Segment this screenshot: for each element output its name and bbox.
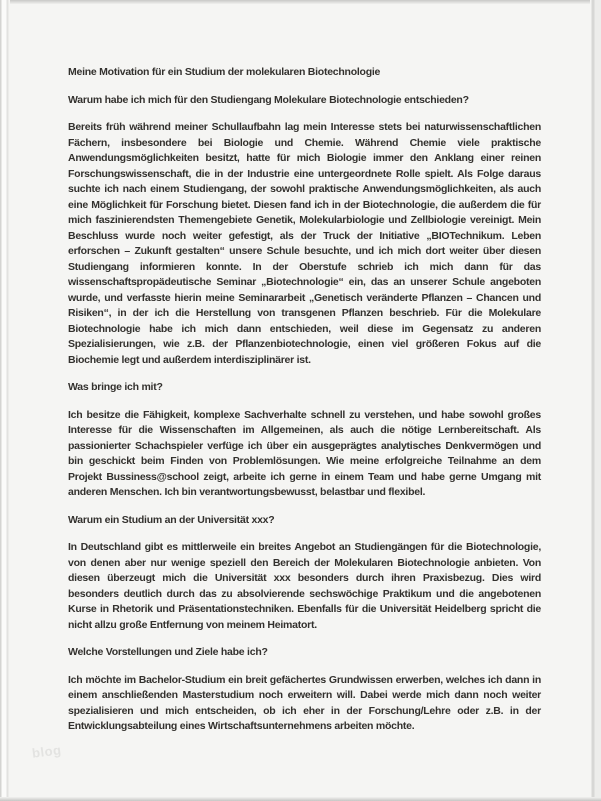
page-edge-right [590, 0, 601, 801]
page-edge-top [0, 0, 601, 4]
section-motivation [68, 93, 541, 369]
section-paragraph: Ich möchte im Bachelor-Studium ein breit gefächertes Grundwissen erwerben, welches ich dann in einem anschließenden Masterstudium noch erweitern will. Dabei werde mich dann noch weiter spezialisieren und mich entscheiden, ob ich eher in der Forschung/Lehre oder z.B. in der Entwicklungsabteilung eines Wirtschaftsunternehmens arbeiten möchte. [68, 673, 541, 732]
document-title: Meine Motivation für ein Studium der molekularen Biotechnologie [68, 66, 381, 78]
document-content [68, 65, 541, 747]
page-edge-bottom [0, 797, 601, 801]
section-paragraph: Bereits früh während meiner Schullaufbahn lag mein Interesse stets bei naturwissenschaftlichen Fächern, insbesondere bei Biologie und Chemie. Während Chemie viele praktische Anwendungsmöglichkeiten besitzt, hatte für mich Biologie immer den Anklang einer reinen Forschungswissenschaft, die in der Industrie eine untergeordnete Rolle spielt. Als Folge daraus suchte ich nach einem Studiengang, der sowohl praktische Anwendungsmöglichkeiten, als auch eine Möglichkeit für Forschung bietet. Diesen fand ich in der Biotechnologie, die außerdem die für mich faszinierendsten Themengebiete Genetik, Molekularbiologie und Zellbiologie vereinigt. Mein Beschluss wurde noch weiter gefestigt, als der Truck der Initiative „BIOTechnikum. Leben erforschen – Zukunft gestalten“ unsere Schule besuchte, und ich mich dort weiter über diesen Studiengang informieren konnte. In der Oberstufe schrieb ich mich dann für das wissenschaftspropädeutische Seminar „Biotechnologie“ ein, das an unserer Schule angeboten wurde, und verfasste hierin meine Seminararbeit „Genetisch veränderte Pflanzen – Chancen und Risiken“, in der ich die Herstellung von transgenen Pflanzen beschrieb. Für die Molekulare Biotechnologie habe ich mich dann entschieden, weil diese im Gegensatz zu anderen Spezialisierungen, wie z.B. der Pflanzenbiotechnologie, einen viel größeren Fokus auf die Biochemie legt und außerdem interdisziplinärer ist. [68, 121, 541, 366]
section-qualities [68, 380, 541, 501]
watermark-text: blog [31, 742, 63, 761]
section-goals [68, 645, 541, 735]
section-university [68, 513, 541, 634]
section-paragraph: Ich besitze die Fähigkeit, komplexe Sachverhalte schnell zu verstehen, und habe sowohl großes Interesse für die Wissenschaften im Allgemeinen, als auch die nötige Lernbereitschaft. Als passionierter Schachspieler verfüge ich über ein ausgeprägtes analytisches Denkvermögen und bin geschickt beim Finden von Problemlösungen. Wie meine erfolgreiche Teilnahme an dem Projekt Bussiness@school zeigt, arbeite ich gerne in einem Team und habe gerne Umgang mit anderen Menschen. Ich bin verantwortungsbewusst, belastbar und flexibel. [68, 408, 541, 498]
page-edge-left [0, 0, 10, 801]
section-heading: Was bringe ich mit? [68, 381, 163, 393]
section-heading: Welche Vorstellungen und Ziele habe ich? [68, 646, 268, 658]
section-heading: Warum ein Studium an der Universität xxx? [68, 513, 275, 526]
section-heading: Warum habe ich mich für den Studiengang Molekulare Biotechnologie entschieden? [68, 93, 469, 106]
section-paragraph: In Deutschland gibt es mittlerweile ein breites Angebot an Studiengängen für die Biotechnologie, von denen aber nur wenige speziell den Bereich der Molekularen Biotechnologie anbieten. Von diesen überzeugt mich die Universität xxx besonders durch ihren Praxisbezug. Dies wird besonders deutlich durch das zu absolvierende sechswöchige Praktikum und die angebotenen Kurse in Rhetorik und Präsentationstechniken. Ebenfalls für die Universität Heidelberg spricht die nicht allzu große Entfernung von meinem Heimatort. [68, 541, 541, 631]
